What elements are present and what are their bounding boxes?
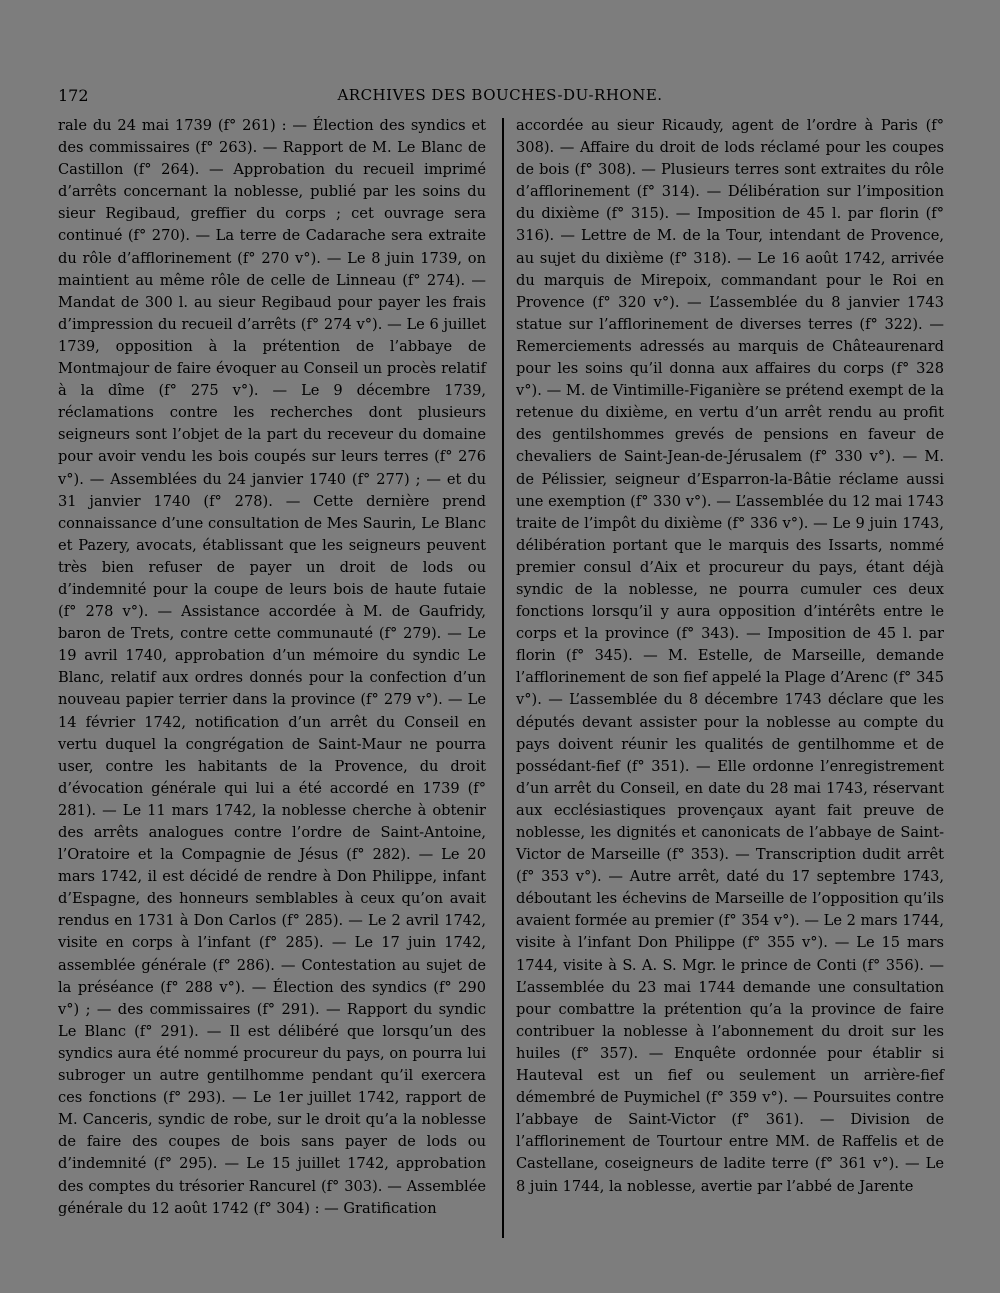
left-column — [58, 115, 486, 1220]
column-divider — [502, 118, 504, 1238]
page-header — [58, 86, 942, 108]
right-column — [516, 115, 944, 1198]
left-column-text: rale du 24 mai 1739 (f° 261) : — Élection des syndics et des commissaires (f° 263). — Rapport de M. Le Blanc de Castillon (f° 264). — Approbation du recueil imprimé d’arrêts concernant la noblesse, publié par les soins du sieur Regibaud, greffier du corps ; cet ouvrage sera continué (f° 270). — La terre de Cadarache sera extraite du rôle d’afflorinement (f° 270 v°). — Le 8 juin 1739, on maintient au même rôle de celle de Linneau (f° 274). — Mandat de 300 l. au sieur Regibaud pour payer les frais d’impression du recueil d’arrêts (f° 274 v°). — Le 6 juillet 1739, opposition à la prétention de l’abbaye de Montmajour de faire évoquer au Conseil un procès relatif à la dîme (f° 275 v°). — Le 9 décembre 1739, réclamations contre les recherches dont plusieurs seigneurs sont l’objet de la part du receveur du domaine pour avoir vendu les bois coupés sur leurs terres (f° 276 v°). — Assemblées du 24 janvier 1740 (f° 277) ; — et du 31 janvier 1740 (f° 278). — Cette dernière prend connaissance d’une consultation de Mes Saurin, Le Blanc et Pazery, avocats, établissant que les seigneurs peuvent très bien refuser de payer un droit de lods ou d’indemnité pour la coupe de leurs bois de haute futaie (f° 278 v°). — Assistance accordée à M. de Gaufridy, baron de Trets, contre cette communauté (f° 279). — Le 19 avril 1740, approbation d’un mémoire du syndic Le Blanc, relatif aux ordres donnés pour la confection d’un nouveau papier terrier dans la province (f° 279 v°). — Le 14 février 1742, notification d’un arrêt du Conseil en vertu duquel la congrégation de Saint-Maur ne pourra user, contre les habitants de la Provence, du droit d’évocation générale qui lui a été accordé en 1739 (f° 281). — Le 11 mars 1742, la noblesse cherche à obtenir des arrêts analogues contre l’ordre de Saint-Antoine, l’Oratoire et la Compagnie de Jésus (f° 282). — Le 20 mars 1742, il est décidé de rendre à Don Philippe, infant d’Espagne, des honneurs semblables à ceux qu’on avait rendus en 1731 à Don Carlos (f° 285). — Le 2 avril 1742, visite en corps à l’infant (f° 285). — Le 17 juin 1742, assemblée générale (f° 286). — Contestation au sujet de la préséance (f° 288 v°). — Élection des syndics (f° 290 v°) ; — des commissaires (f° 291). — Rapport du syndic Le Blanc (f° 291). — Il est délibéré que lorsqu’un des syndics aura été nommé procureur du pays, on pourra lui subroger un autre gentilhomme pendant qu’il exercera ces fonctions (f° 293). — Le 1er juillet 1742, rapport de M. Canceris, syndic de robe, sur le droit qu’a la noblesse de faire des coupes de bois sans payer de lods ou d’indemnité (f° 295). — Le 15 juillet 1742, approbation des comptes du trésorier Rancurel (f° 303). — Assemblée générale du 12 août 1742 (f° 304) : — Gratification — [58, 117, 486, 1217]
right-column-text: accordée au sieur Ricaudy, agent de l’ordre à Paris (f° 308). — Affaire du droit de lods réclamé pour les coupes de bois (f° 308). — Plusieurs terres sont extraites du rôle d’afflorinement (f° 314). — Délibération sur l’imposition du dixième (f° 315). — Imposition de 45 l. par florin (f° 316). — Lettre de M. de la Tour, intendant de Provence, au sujet du dixième (f° 318). — Le 16 août 1742, arrivée du marquis de Mirepoix, commandant pour le Roi en Provence (f° 320 v°). — L’assemblée du 8 janvier 1743 statue sur l’afflorinement de diverses terres (f° 322). — Remerciements adressés au marquis de Châteaurenard pour les soins qu’il donna aux affaires du corps (f° 328 v°). — M. de Vintimille-Figanière se prétend exempt de la retenue du dixième, en vertu d’un arrêt rendu au profit des gentilshommes grevés de pensions en faveur de chevaliers de Saint-Jean-de-Jérusalem (f° 330 v°). — M. de Pélissier, seigneur d’Esparron-la-Bâtie réclame aussi une exemption (f° 330 v°). — L’assemblée du 12 mai 1743 traite de l’impôt du dixième (f° 336 v°). — Le 9 juin 1743, délibération portant que le marquis des Issarts, nommé premier consul d’Aix et procureur du pays, étant déjà syndic de la noblesse, ne pourra cumuler ces deux fonctions lorsqu’il y aura opposition d’intérêts entre le corps et la province (f° 343). — Imposition de 45 l. par florin (f° 345). — M. Estelle, de Marseille, demande l’afflorinement de son fief appelé la Plage d’Arenc (f° 345 v°). — L’assemblée du 8 décembre 1743 déclare que les députés devant assister pour la noblesse au compte du pays doivent réunir les qualités de gentilhomme et de possédant-fief (f° 351). — Elle ordonne l’enregistrement d’un arrêt du Conseil, en date du 28 mai 1743, réservant aux ecclésiastiques provençaux ayant fait preuve de noblesse, les dignités et canonicats de l’abbaye de Saint-Victor de Marseille (f° 353). — Transcription dudit arrêt (f° 353 v°). — Autre arrêt, daté du 17 septembre 1743, déboutant les échevins de Marseille de l’opposition qu’ils avaient formée au premier (f° 354 v°). — Le 2 mars 1744, visite à l’infant Don Philippe (f° 355 v°). — Le 15 mars 1744, visite à S. A. S. Mgr. le prince de Conti (f° 356). — L’assemblée du 23 mai 1744 demande une consultation pour combattre la prétention qu’a la province de faire contribuer la noblesse à l’abonnement du droit sur les huiles (f° 357). — Enquête ordonnée pour établir si Hauteval est un fief ou seulement un arrière-fief démembré de Puymichel (f° 359 v°). — Poursuites contre l’abbaye de Saint-Victor (f° 361). — Division de l’afflorinement de Tourtour entre MM. de Raffelis et de Castellane, coseigneurs de ladite terre (f° 361 v°). — Le 8 juin 1744, la noblesse, avertie par l’abbé de Jarente — [516, 117, 944, 1195]
page-number: 172 — [58, 86, 89, 105]
running-title: ARCHIVES DES BOUCHES-DU-RHONE. — [337, 86, 663, 104]
